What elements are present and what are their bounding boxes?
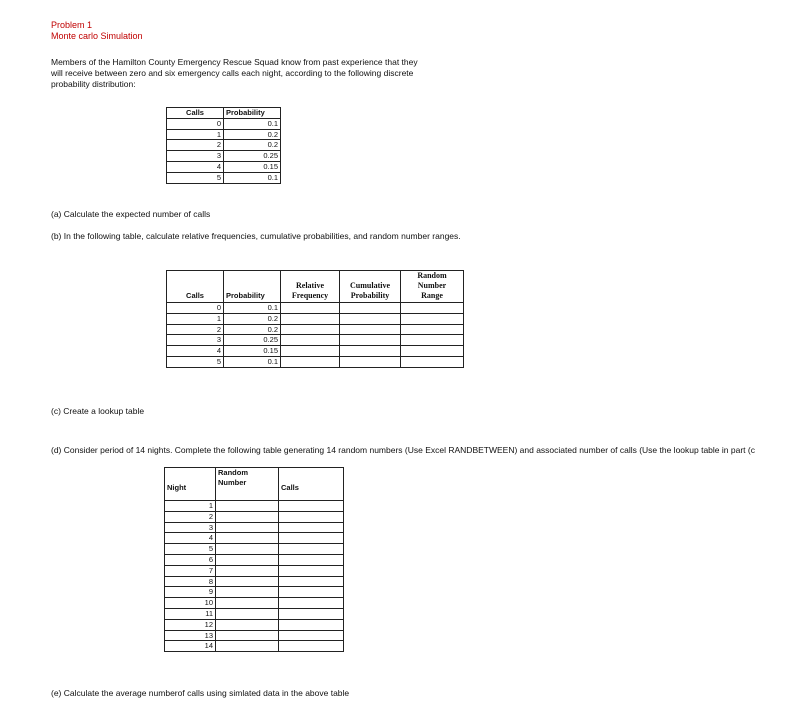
night-cell[interactable]: 13 (165, 630, 216, 641)
random-number-cell[interactable] (216, 554, 279, 565)
cumulative-probability-cell[interactable] (340, 346, 401, 357)
night-cell[interactable]: 10 (165, 598, 216, 609)
night-cell[interactable]: 7 (165, 565, 216, 576)
calls-cell[interactable] (279, 554, 344, 565)
intro-line-2: will receive between zero and six emergency calls each night, according to the following discrete (51, 68, 414, 78)
random-number-cell[interactable] (216, 587, 279, 598)
probability-header: Probability (224, 271, 281, 303)
calls-cell[interactable] (279, 533, 344, 544)
part-e-text: (e) Calculate the average numberof calls using simlated data in the above table (51, 688, 350, 698)
random-number-cell[interactable] (216, 576, 279, 587)
problem-title: Problem 1 (51, 20, 93, 30)
random-range-cell[interactable] (401, 356, 464, 367)
calls-cell[interactable]: 0 (167, 303, 224, 314)
random-number-cell[interactable] (216, 630, 279, 641)
probability-cell[interactable]: 0.1 (224, 172, 281, 183)
relative-frequency-cell[interactable] (281, 324, 340, 335)
cumulative-probability-cell[interactable] (340, 324, 401, 335)
random-number-range-header (401, 271, 464, 303)
night-cell[interactable]: 8 (165, 576, 216, 587)
night-cell[interactable]: 9 (165, 587, 216, 598)
probability-cell[interactable]: 0.15 (224, 346, 281, 357)
header-line: Frequency (291, 291, 329, 300)
header-line: Number (417, 281, 447, 290)
random-number-cell[interactable] (216, 544, 279, 555)
calls-cell[interactable] (279, 641, 344, 652)
calls-cell[interactable]: 1 (167, 129, 224, 140)
calls-cell[interactable] (279, 608, 344, 619)
random-number-cell[interactable] (216, 522, 279, 533)
random-number-cell[interactable] (216, 501, 279, 512)
calls-cell[interactable] (279, 544, 344, 555)
calls-cell[interactable]: 5 (167, 172, 224, 183)
calls-cell[interactable] (279, 587, 344, 598)
calls-cell[interactable] (279, 630, 344, 641)
random-range-cell[interactable] (401, 346, 464, 357)
header-line: Random (218, 468, 248, 477)
calls-header: Calls (167, 271, 224, 303)
header-line: Cumulative (350, 281, 390, 290)
random-number-cell[interactable] (216, 641, 279, 652)
calls-cell[interactable] (279, 501, 344, 512)
night-cell[interactable]: 11 (165, 608, 216, 619)
probability-header: Probability (224, 108, 281, 119)
cumulative-probability-header (340, 271, 401, 303)
frequency-table (166, 270, 464, 368)
probability-cell[interactable]: 0.1 (224, 118, 281, 129)
distribution-table (166, 107, 281, 184)
relative-frequency-cell[interactable] (281, 356, 340, 367)
relative-frequency-cell[interactable] (281, 335, 340, 346)
random-number-cell[interactable] (216, 608, 279, 619)
night-cell[interactable]: 2 (165, 511, 216, 522)
calls-cell[interactable] (279, 619, 344, 630)
relative-frequency-cell[interactable] (281, 303, 340, 314)
night-cell[interactable]: 5 (165, 544, 216, 555)
calls-cell[interactable]: 3 (167, 335, 224, 346)
calls-cell[interactable]: 4 (167, 161, 224, 172)
random-number-cell[interactable] (216, 511, 279, 522)
night-cell[interactable]: 12 (165, 619, 216, 630)
calls-cell[interactable] (279, 522, 344, 533)
cumulative-probability-cell[interactable] (340, 356, 401, 367)
probability-cell[interactable]: 0.2 (224, 129, 281, 140)
relative-frequency-header (281, 271, 340, 303)
random-range-cell[interactable] (401, 313, 464, 324)
header-line: Number (218, 478, 247, 487)
probability-cell[interactable]: 0.1 (224, 303, 281, 314)
random-number-cell[interactable] (216, 598, 279, 609)
random-range-cell[interactable] (401, 335, 464, 346)
relative-frequency-cell[interactable] (281, 346, 340, 357)
probability-cell[interactable]: 0.1 (224, 356, 281, 367)
probability-cell[interactable]: 0.2 (224, 140, 281, 151)
calls-cell[interactable]: 3 (167, 151, 224, 162)
night-header: Night (165, 468, 216, 501)
calls-cell[interactable]: 2 (167, 324, 224, 335)
header-line: Random (417, 271, 447, 280)
calls-cell[interactable]: 0 (167, 118, 224, 129)
random-number-cell[interactable] (216, 619, 279, 630)
problem-subtitle: Monte carlo Simulation (51, 31, 143, 41)
random-range-cell[interactable] (401, 303, 464, 314)
header-line: Range (421, 291, 443, 300)
probability-cell[interactable]: 0.2 (224, 324, 281, 335)
calls-cell[interactable] (279, 598, 344, 609)
calls-header: Calls (279, 468, 344, 501)
night-cell[interactable]: 14 (165, 641, 216, 652)
calls-cell[interactable]: 2 (167, 140, 224, 151)
calls-cell[interactable]: 1 (167, 313, 224, 324)
cumulative-probability-cell[interactable] (340, 303, 401, 314)
relative-frequency-cell[interactable] (281, 313, 340, 324)
calls-cell[interactable]: 5 (167, 356, 224, 367)
part-b-text: (b) In the following table, calculate relative frequencies, cumulative probabilities, and random number ranges. (51, 231, 461, 241)
cumulative-probability-cell[interactable] (340, 335, 401, 346)
intro-line-3: probability distribution: (51, 79, 136, 89)
intro-line-1: Members of the Hamilton County Emergency Rescue Squad know from past experience that they (51, 57, 418, 67)
night-cell[interactable]: 1 (165, 501, 216, 512)
probability-cell[interactable]: 0.25 (224, 335, 281, 346)
probability-cell[interactable]: 0.15 (224, 161, 281, 172)
probability-cell[interactable]: 0.2 (224, 313, 281, 324)
random-number-cell[interactable] (216, 565, 279, 576)
header-line: Probability (350, 291, 390, 300)
calls-header: Calls (167, 108, 224, 119)
part-c-text: (c) Create a lookup table (51, 406, 145, 416)
night-cell[interactable]: 4 (165, 533, 216, 544)
calls-cell[interactable] (279, 565, 344, 576)
calls-cell[interactable]: 4 (167, 346, 224, 357)
calls-cell[interactable] (279, 576, 344, 587)
night-cell[interactable]: 3 (165, 522, 216, 533)
random-range-cell[interactable] (401, 324, 464, 335)
night-cell[interactable]: 6 (165, 554, 216, 565)
random-number-header (216, 468, 279, 501)
probability-cell[interactable]: 0.25 (224, 151, 281, 162)
calls-cell[interactable] (279, 511, 344, 522)
cumulative-probability-cell[interactable] (340, 313, 401, 324)
part-a-text: (a) Calculate the expected number of calls (51, 209, 211, 219)
part-d-text: (d) Consider period of 14 nights. Complete the following table generating 14 random numbers (Use Excel RANDBETWEEN) and associated number of calls (Use the lookup table in part (c (51, 445, 755, 455)
random-number-cell[interactable] (216, 533, 279, 544)
simulation-table (164, 467, 344, 652)
header-line: Relative (296, 281, 324, 290)
